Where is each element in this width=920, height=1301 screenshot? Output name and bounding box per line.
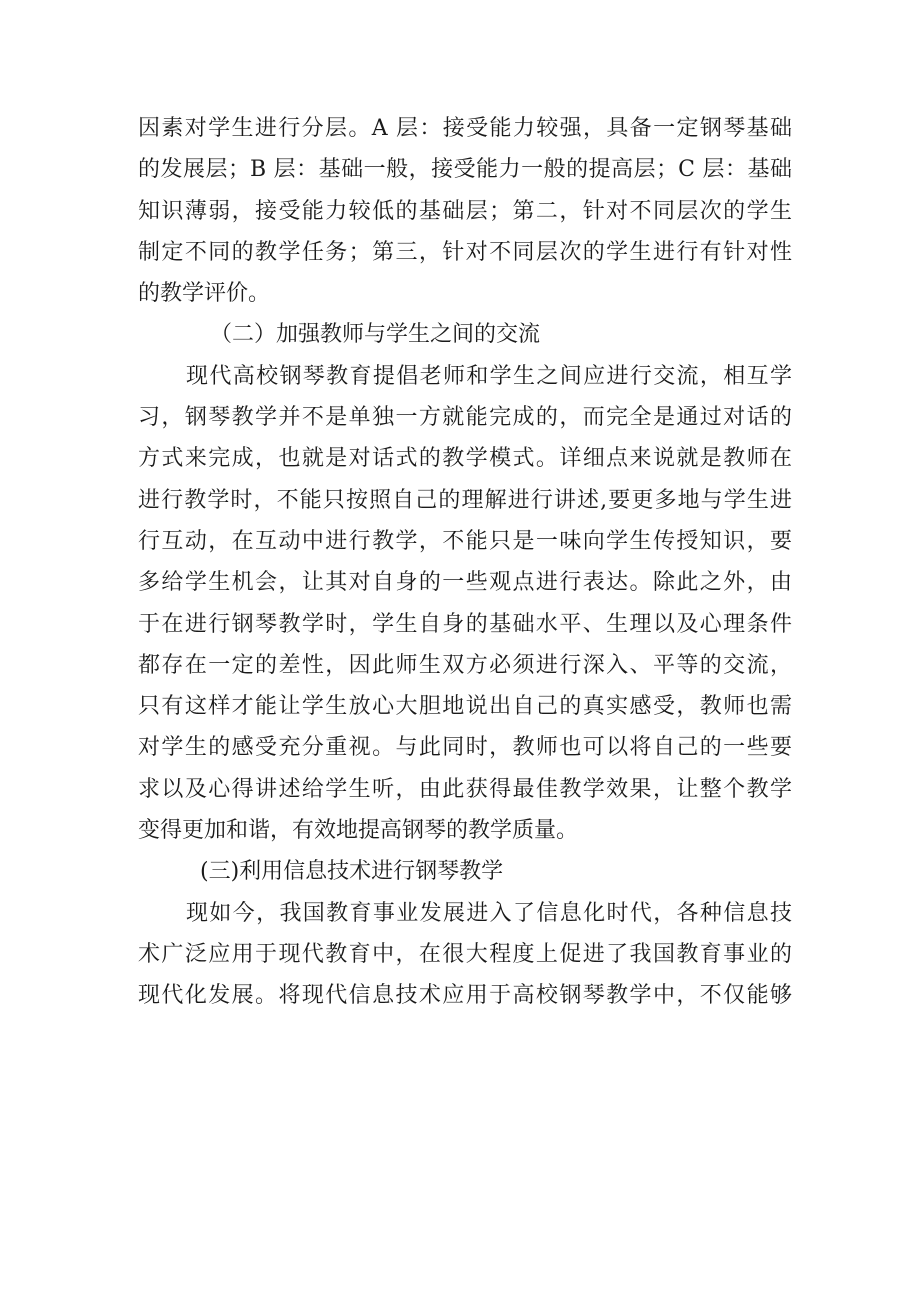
- text-line: 多给学生机会，让其对自身的一些观点进行表达。除此之外，由: [138, 570, 792, 596]
- text-line: 现如今，我国教育事业发展进入了信息化时代，各种信息技: [186, 900, 792, 926]
- text-line: 求以及心得讲述给学生听，由此获得最佳教学效果，让整个教学: [138, 776, 792, 802]
- text-line: 行互动，在互动中进行教学，不能只是一味向学生传授知识，要: [138, 528, 792, 554]
- paragraph-1: [138, 108, 792, 314]
- text-line: 只有这样才能让学生放心大胆地说出自己的真实感受，教师也需: [138, 694, 792, 720]
- section-heading-2: （二）加强教师与学生之间的交流: [210, 322, 541, 348]
- section-heading-3: (三)利用信息技术进行钢琴教学: [200, 859, 504, 885]
- text-line: 制定不同的教学任务；第三，针对不同层次的学生进行有针对性: [138, 239, 792, 265]
- text-line: 变得更加和谐，有效地提高钢琴的教学质量。: [138, 818, 579, 844]
- text-line: 的教学评价。: [138, 281, 271, 307]
- paragraph-2: [138, 356, 792, 852]
- text-line: 习，钢琴教学并不是单独一方就能完成的，而完全是通过对话的: [138, 405, 792, 431]
- text-line: 因素对学生进行分层。A 层：接受能力较强，具备一定钢琴基础: [138, 116, 792, 141]
- body-text: [138, 108, 792, 1017]
- text-line: 知识薄弱，接受能力较低的基础层；第二，针对不同层次的学生: [138, 198, 792, 224]
- text-line: 现代高校钢琴教育提倡老师和学生之间应进行交流，相互学: [186, 363, 792, 389]
- text-line: 进行教学时，不能只按照自己的理解进行讲述,要更多地与学生进: [138, 487, 792, 513]
- paragraph-3: [138, 893, 792, 1017]
- text-line: 方式来完成，也就是对话式的教学模式。详细点来说就是教师在: [138, 446, 792, 472]
- text-line: 都存在一定的差性，因此师生双方必须进行深入、平等的交流，: [138, 652, 792, 678]
- text-line: 现代化发展。将现代信息技术应用于高校钢琴教学中，不仅能够: [138, 983, 792, 1009]
- text-line: 的发展层；B 层：基础一般，接受能力一般的提高层；C 层：基础: [138, 157, 792, 183]
- text-line: 对学生的感受充分重视。与此同时，教师也可以将自己的一些要: [138, 735, 792, 761]
- text-line: 于在进行钢琴教学时，学生自身的基础水平、生理以及心理条件: [138, 611, 792, 637]
- text-line: 术广泛应用于现代教育中，在很大程度上促进了我国教育事业的: [138, 941, 792, 967]
